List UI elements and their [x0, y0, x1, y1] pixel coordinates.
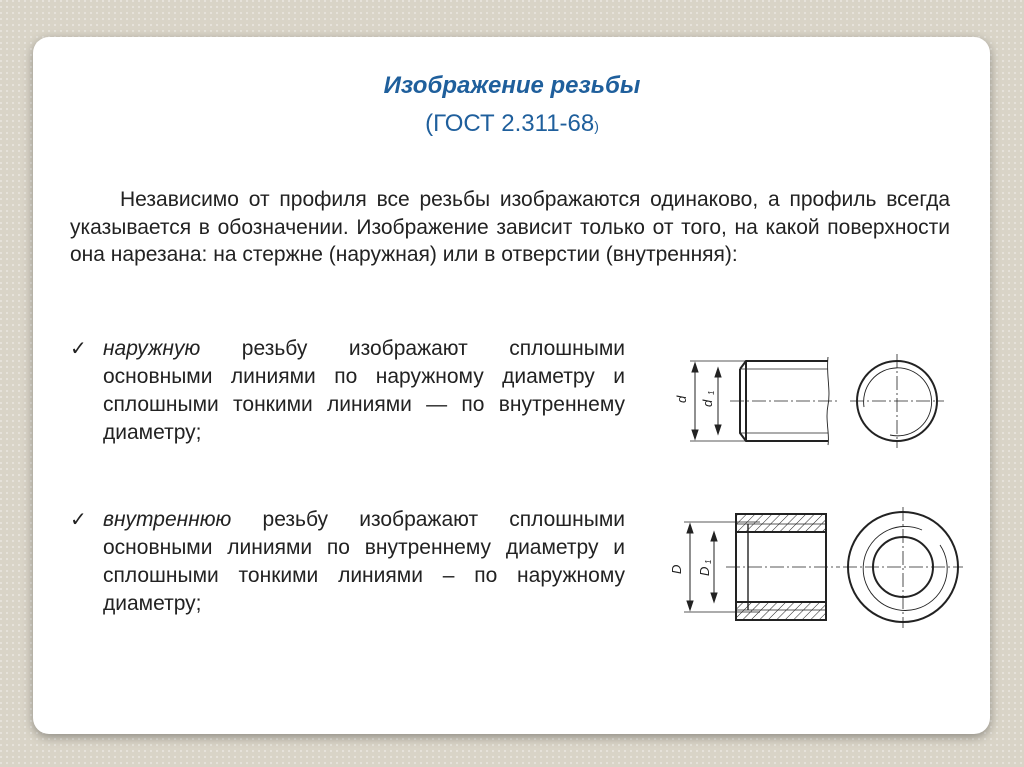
bullet-internal-thread — [70, 506, 625, 618]
subtitle-paren: ) — [594, 118, 599, 134]
label-D: D — [669, 564, 684, 574]
label-d: d — [674, 395, 689, 403]
slide-subtitle — [0, 110, 1024, 138]
checkmark-icon: ✓ — [70, 338, 87, 360]
slide-title: Изображение резьбы — [383, 72, 641, 99]
bullet-body: резьбу изображают сплошными основными линиями по наружному диаметру и сплошными тонкими линиями — по внутреннему диаметру; — [103, 337, 625, 444]
bullet-emphasis: внутреннюю — [103, 508, 232, 531]
internal-thread-drawing — [650, 500, 970, 635]
label-d1: d — [700, 399, 715, 407]
bullet-text — [103, 506, 625, 618]
subtitle-gost: (ГОСТ 2.311-68 — [425, 110, 595, 137]
intro-paragraph: Независимо от профиля все резьбы изображаются одинаково, а профиль всегда указывается в обозначении. Изображение зависит только от того, на какой поверхности она нарезана: на стержне (наружная) или в отверстии (внутренняя): — [70, 188, 950, 266]
label-d1-sub: 1 — [707, 390, 716, 395]
external-thread-drawing — [650, 345, 970, 465]
bullet-external-thread — [70, 335, 625, 447]
checkmark-icon: ✓ — [70, 509, 87, 531]
bullet-body: резьбу изображают сплошными основными линиями по внутреннему диаметру и сплошными тонкими линиями – по наружному диаметру; — [103, 508, 625, 615]
label-D1-sub: 1 — [704, 559, 713, 564]
bullet-emphasis: наружную — [103, 337, 201, 360]
bullet-text — [103, 335, 625, 447]
label-D1: D — [697, 566, 712, 576]
